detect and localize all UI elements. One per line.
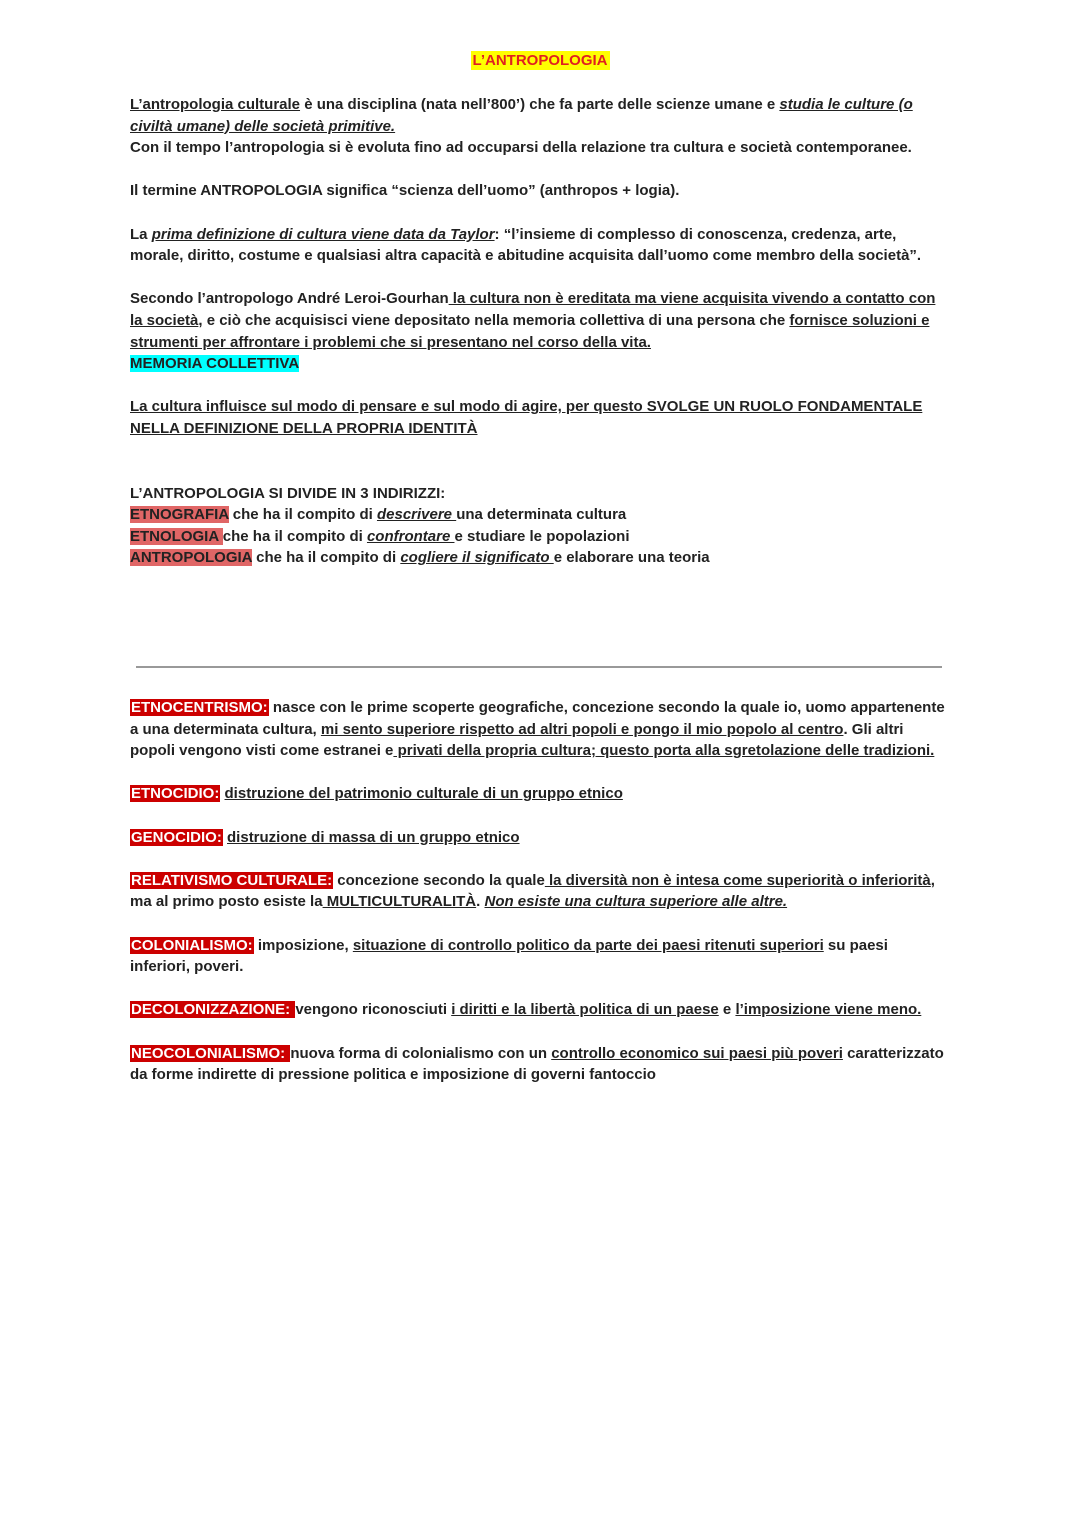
page-title: L’ANTROPOLOGIA — [472, 52, 608, 69]
paragraph-identity: La cultura influisce sul modo di pensare e sul modo di agire, per questo SVOLGE UN RUOLO FONDAMENTALE NELLA DEFINIZIONE DELLA PROPRIA IDENTITÀ — [130, 398, 923, 437]
section-divider — [136, 666, 942, 668]
def-neocolonialismo: NEOCOLONIALISMO: nuova forma di colonialismo con un controllo economico sui paesi più poveri caratterizzato da forme indirette di pressione politica e imposizione di governi fantoccio — [130, 1044, 944, 1084]
indirizzo-antropologia: ANTROPOLOGIA che ha il compito di cogliere il significato e elaborare una teoria — [130, 549, 710, 567]
indirizzi-heading: L’ANTROPOLOGIA SI DIVIDE IN 3 INDIRIZZI: — [130, 484, 446, 502]
def-relativismo: RELATIVISMO CULTURALE: concezione secondo la quale la diversità non è intesa come superiorità o inferiorità, ma al primo posto esiste la MULTICULTURALITÀ. Non esiste una cultura superiore alle altre. — [130, 871, 935, 911]
paragraph-term: Il termine ANTROPOLOGIA significa “scienza dell’uomo” (anthropos + logia). — [130, 182, 680, 200]
def-decolonizzazione: DECOLONIZZAZIONE: vengono riconosciuti i diritti e la libertà politica di un paese e l’imposizione viene meno. — [131, 1001, 922, 1019]
indirizzo-etnografia: ETNOGRAFIA che ha il compito di descrivere una determinata cultura — [130, 506, 627, 524]
def-colonialismo: COLONIALISMO: imposizione, situazione di controllo politico da parte dei paesi ritenuti superiori su paesi inferiori, poveri. — [130, 936, 888, 976]
def-genocidio: GENOCIDIO: distruzione di massa di un gruppo etnico — [131, 828, 520, 846]
def-etnocidio: ETNOCIDIO: distruzione del patrimonio culturale di un gruppo etnico — [131, 785, 623, 803]
definitions-section — [130, 697, 950, 1086]
memoria-collettiva-label: MEMORIA COLLETTIVA — [130, 355, 300, 373]
intro-section — [130, 94, 950, 569]
paragraph-leroi-gourhan: Secondo l’antropologo André Leroi-Gourhan la cultura non è ereditata ma viene acquisita vivendo a contatto con la società, e ciò che acquisisci viene depositato nella memoria collettiva di una persona che fornisce soluzioni e strumenti per affrontare i problemi che si presentano nel corso della vita. — [130, 290, 936, 351]
def-etnocentrismo: ETNOCENTRISMO: nasce con le prime scoperte geografiche, concezione secondo la quale io, uomo appartenente a una determinata cultura, mi sento superiore rispetto ad altri popoli e pongo il mio popolo al centro. Gli altri popoli vengono visti come estranei e privati della propria cultura; questo porta alla sgretolazione delle tradizioni. — [130, 699, 945, 760]
paragraph-definition: L’antropologia culturale è una disciplina (nata nell’800’) che fa parte delle scienze umane e studia le culture (o civiltà umane) delle società primitive. — [130, 96, 913, 135]
paragraph-taylor: La prima definizione di cultura viene data da Taylor: “l’insieme di complesso di conoscenza, credenza, arte, morale, diritto, costume e qualsiasi altra capacità e abitudine acquisita dall’uomo come membro della società”. — [130, 225, 922, 265]
paragraph-evolution: Con il tempo l’antropologia si è evoluta fino ad occuparsi della relazione tra cultura e società contemporanee. — [130, 139, 912, 157]
indirizzo-etnologia: ETNOLOGIA che ha il compito di confrontare e studiare le popolazioni — [130, 527, 630, 545]
